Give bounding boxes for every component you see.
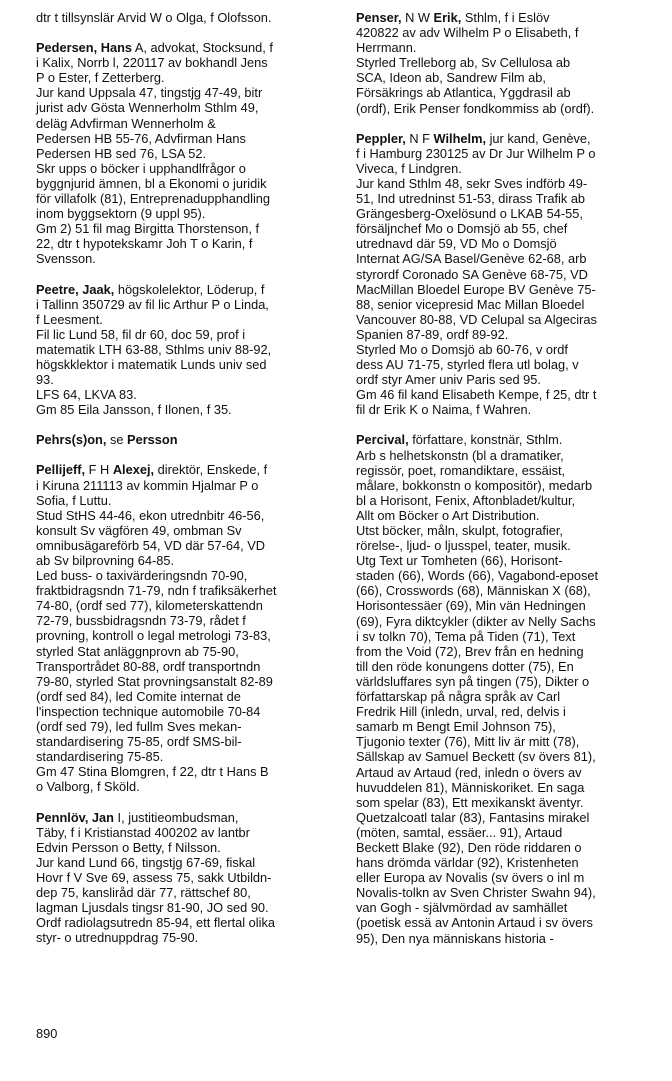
entry-text: Sthlm, f i Eslöv [461,10,550,25]
dictionary-entry [356,10,656,116]
entry-first-line [356,131,656,146]
entry-line: konsult Sv vägfören 49, ombman Sv [36,522,242,538]
entry-line: jurist adv Gösta Wennerholm Sthlm 49, [36,100,259,116]
entry-line: f Leesment. [36,311,103,327]
entry-line: (ordf sed 84), led Comite internat de [36,688,241,704]
entry-line: from the Void (72), Brev från en hedning [356,643,584,659]
entry-line: 22, dtr t hypotekskamr Joh T o Karin, f [36,236,253,252]
entry-line: ab Sv bilprovning 64-85. [36,553,175,568]
entry-line: Gm 47 Stina Blomgren, f 22, dtr t Hans B [36,764,269,780]
entry-line: styr- o utrednuppdrag 75-90. [36,930,199,946]
entry-line: styrordf Coronado SA Genève 68-75, VD [356,266,588,282]
entry-line: 79-80, styrled Stat provningsanstalt 82-89 [36,673,273,689]
entry-first-line [36,810,334,825]
entry-line: (ordf), Erik Penser fondkommiss ab (ordf). [356,100,595,116]
entry-first-line [356,432,656,447]
entry-line: Grängesberg-Oxelösund o LKAB 54-55, [356,206,583,222]
entry-name: Penser, [356,10,402,25]
right-column [356,10,656,946]
entry-line: Vancouver 80-88, VD Celupal sa Algeciras [356,311,597,327]
entry-text: dtr t tillsynslär Arvid W o Olga, f Olofsson. [36,10,272,25]
dictionary-entry [36,40,334,266]
entry-line: Viveca, f Lindgren. [356,160,462,176]
entry-line: eller Europa av Novalis (sv övers o inl m [356,870,585,886]
entry-line: Edvin Persson o Betty, f Nilsson. [36,839,221,855]
entry-line: 88, senior vicepresid Mac Millan Bloedel [356,296,585,312]
entry-line: Skr upps o böcker i upphandlfrågor o [36,160,246,176]
entry-line: Fil lic Lund 58, fil dr 60, doc 59, prof i [36,326,246,342]
entry-line: målare, bokkonstn o kompositör), medarb [356,477,593,493]
dictionary-entry [36,810,334,946]
entry-name: Pehrs(s)on, [36,432,107,448]
entry-first-line [36,462,334,477]
entry-line: MacMillan Bloedel Europe BV Genève 75- [356,281,596,297]
entry-line: försäljnchef Mo o Domsjö ab 55, chef [356,221,568,237]
entry-line: Jur kand Uppsala 47, tingstjg 47-49, bitr [36,85,263,101]
dictionary-entry [356,432,656,945]
entry-first-line [36,40,334,55]
entry-text: högskolelektor, Löderup, f [114,281,265,297]
entry-line: Artaud av Artaud (red, inledn o övers av [356,764,582,780]
entry-line: f i Hamburg 230125 av Dr Jur Wilhelm P o [356,145,596,161]
entry-line: bl a Horisont, Fenix, Aftonbladet/kultur, [356,492,576,508]
entry-line: Horisontessäer (69), Min vän Hedningen [356,598,586,614]
entry-line: högskklektor i matematik Lunds univ sed [36,356,267,372]
entry-name: Peetre, Jaak, [36,281,115,297]
entry-line: Gm 85 Eila Jansson, f Ilonen, f 35. [36,402,232,418]
dictionary-entry [356,131,656,418]
entry-line: hans drömda världar (92), Kristenheten [356,855,579,871]
entry-name: Percival, [356,432,409,448]
entry-text: författare, konstnär, Sthlm. [408,432,563,448]
entry-given-name: Persson [127,432,178,448]
entry-text: I, justitieombudsman, [114,809,239,825]
entry-line: standardisering 75-85, ordf SMS-bil- [36,734,242,750]
entry-name: Peppler, [356,130,406,146]
entry-line: för villafolk (81), Entreprenadupphandling [36,191,271,207]
entry-line: Novalis-tolkn av Sven Christer Swahn 94), [356,885,596,901]
entry-line: (poetisk essä av Antonin Artaud i sv övers [356,915,593,931]
entry-line: Ordf radiolagsutredn 85-94, ett flertal olika [36,915,276,931]
entry-line: som spelar (83), Ett mexikanskt äventyr. [356,794,584,810]
entry-line: (66), Crosswords (68), Människan X (68), [356,583,591,599]
entry-line: LFS 64, LKVA 83. [36,387,137,403]
entry-first-line [356,10,656,25]
entry-line: utrednavd där 59, VD Mo o Domsjö [356,236,557,252]
entry-line: byggnjurid ämnen, bl a Ekonomi o juridik [36,175,267,191]
entry-line: i sv tolkn 70), Tema på Tiden (71), Text [356,628,576,644]
entry-line: Utst böcker, måln, skulpt, fotografier, [356,523,563,538]
entry-first-line [36,10,334,25]
dictionary-entry [36,282,334,418]
entry-line: 93. [36,372,54,388]
entry-line: (69), Fyra diktcykler (dikter av Nelly Sachs [356,613,596,629]
entry-line: Internat AG/SA Basel/Genève 62-68, arb [356,251,587,267]
entry-line: staden (66), Words (66), Vagabond-eposet [356,568,599,584]
entry-line: världsluffares syn på tingen (75), Dikter o [356,673,590,689]
entry-line: Fredrik Hill (inledn, urval, red, delvis i [356,704,566,720]
dictionary-entry [36,462,334,794]
entry-line: 74-80, (ordf sed 77), kilometerskattendn [36,598,263,614]
entry-name: Pennlöv, Jan [36,809,114,825]
entry-line: Quetzalcoatl talar (83), Fantasins mirakel [356,809,590,825]
entry-line: matematik LTH 63-88, Sthlms univ 88-92, [36,341,272,357]
entry-line: inom byggsektorn (9 uppl 95). [36,206,206,222]
entry-first-line [36,432,334,447]
page-number: 890 [36,1026,58,1041]
entry-text: direktör, Enskede, f [154,462,268,478]
entry-line: dep 75, kansliråd där 77, rättschef 80, [36,884,251,900]
entry-line: van Gogh - självmördad av samhället [356,900,568,916]
entry-line: regissör, poet, romandiktare, essäist, [356,462,566,478]
entry-line: Jur kand Sthlm 48, sekr Sves indförb 49- [356,175,588,191]
entry-line: Pedersen HB 55-76, Advfirman Hans [36,130,246,146]
entry-line: samarb m Bengt Emil Johnson 75), [356,719,556,735]
entry-line: i Kiruna 211113 av kommin Hjalmar P o [36,477,259,493]
entry-line: lagman Ljusdals tingsr 81-90, JO sed 90. [36,900,269,916]
entry-line: 420822 av adv Wilhelm P o Elisabeth, f [356,25,579,41]
entry-line: Led buss- o taxivärderingsndn 70-90, [36,568,248,584]
entry-line: ordf styr Amer univ Paris sed 95. [356,372,541,388]
dictionary-entry [36,10,334,25]
entry-given-name: Alexej, [112,462,155,478]
entry-line: omnibusägareförb 54, VD där 57-64, VD [36,537,266,553]
entry-line: deläg Advfirman Wennerholm & [36,115,216,131]
entry-text: N W [401,10,434,25]
entry-line: l'inspection technique automobile 70-84 [36,703,261,719]
entry-text: N F [405,130,434,146]
entry-line: provning, kontroll o legal metrologi 73-83, [36,628,271,644]
entry-line: Transportrådet 80-88, ordf transportndn [36,658,261,674]
entry-line: (möten, samtal, essäer... 91), Artaud [356,824,563,840]
entry-line: i Kalix, Norrb l, 220117 av bokhandl Jens [36,55,268,71]
entry-line: 95), Den nya människans historia - [356,930,554,946]
entry-line: Jur kand Lund 66, tingstjg 67-69, fiskal [36,854,256,870]
entry-text: se [106,432,128,448]
entry-line: Hovr f V Sve 69, assess 75, sakk Utbildn- [36,869,272,885]
entry-line: 72-79, bussbidragsndn 73-79, rådet f [36,613,246,629]
entry-line: (ordf sed 79), led fullm Sves mekan- [36,719,242,735]
entry-line: styrled Stat anläggnprovn ab 75-90, [36,643,239,659]
entry-line: Svensson. [36,251,96,267]
entry-line: Arb s helhetskonstn (bl a dramatiker, [356,447,564,463]
entry-line: Gm 46 fil kand Elisabeth Kempe, f 25, dtr t [356,387,597,403]
entry-line: Tjugonio texter (76), Mitt liv är mitt (78), [356,734,580,750]
entry-line: P o Ester, f Zetterberg. [36,70,165,86]
entry-line: Gm 2) 51 fil mag Birgitta Thorstenson, f [36,221,260,237]
entry-line: Sällskap av Samuel Beckett (sv övers 81), [356,749,596,765]
entry-line: 51, Ind utredninst 51-53, dirass Trafik ab [356,191,586,207]
entry-given-name: Erik, [433,10,462,25]
entry-line: Allt om Böcker o Art Distribution. [356,507,540,523]
entry-line: till den röde konungens dotter (75), En [356,658,574,674]
entry-line: i Tallinn 350729 av fil lic Arthur P o Linda, [36,296,269,312]
entry-line: fil dr Erik K o Naima, f Wahren. [356,402,532,418]
entry-line: författarskap på några språk av Carl [356,689,561,705]
entry-line: dess AU 71-75, styrled flera utl bolag, v [356,357,579,373]
entry-line: Styrled Mo o Domsjö ab 60-76, v ordf [356,341,568,357]
entry-first-line [36,282,334,297]
entry-line: Utg Text ur Tomheten (66), Horisont- [356,553,563,569]
entry-line: SCA, Ideon ab, Sandrew Film ab, [356,70,546,86]
dictionary-entry [36,432,334,447]
entry-line: Försäkrings ab Atlantica, Yggdrasil ab [356,85,571,101]
entry-name: Pedersen, Hans [36,40,133,56]
entry-line: o Valborg, f Sköld. [36,779,140,795]
entry-line: Pedersen HB sed 76, LSA 52. [36,145,207,161]
entry-text: F H [85,462,113,478]
entry-line: rörelse-, ljud- o ljusspel, teater, musik. [356,538,571,554]
entry-line: Herrmann. [356,40,417,56]
entry-name: Pellijeff, [36,462,86,478]
entry-line: Styrled Trelleborg ab, Sv Cellulosa ab [356,55,571,71]
entry-line: fraktbidragsndn 71-79, ndn f trafiksäkerhet [36,583,277,599]
entry-line: Stud StHS 44-46, ekon utrednbitr 46-56, [36,507,265,523]
left-column [36,10,334,945]
entry-line: Spanien 87-89, ordf 89-92. [356,326,509,342]
entry-line: Beckett Blake (92), Den röde riddaren o [356,839,582,855]
entry-line: huvuddelen 81), Människoriket. En saga [356,779,585,795]
entry-text: jur kand, Genève, [486,130,591,146]
entry-line: Sofia, f Luttu. [36,492,112,508]
entry-text: A, advokat, Stocksund, f [132,40,273,56]
entry-line: Täby, f i Kristianstad 400202 av lantbr [36,824,250,840]
entry-given-name: Wilhelm, [433,130,487,146]
entry-line: standardisering 75-85. [36,749,164,765]
